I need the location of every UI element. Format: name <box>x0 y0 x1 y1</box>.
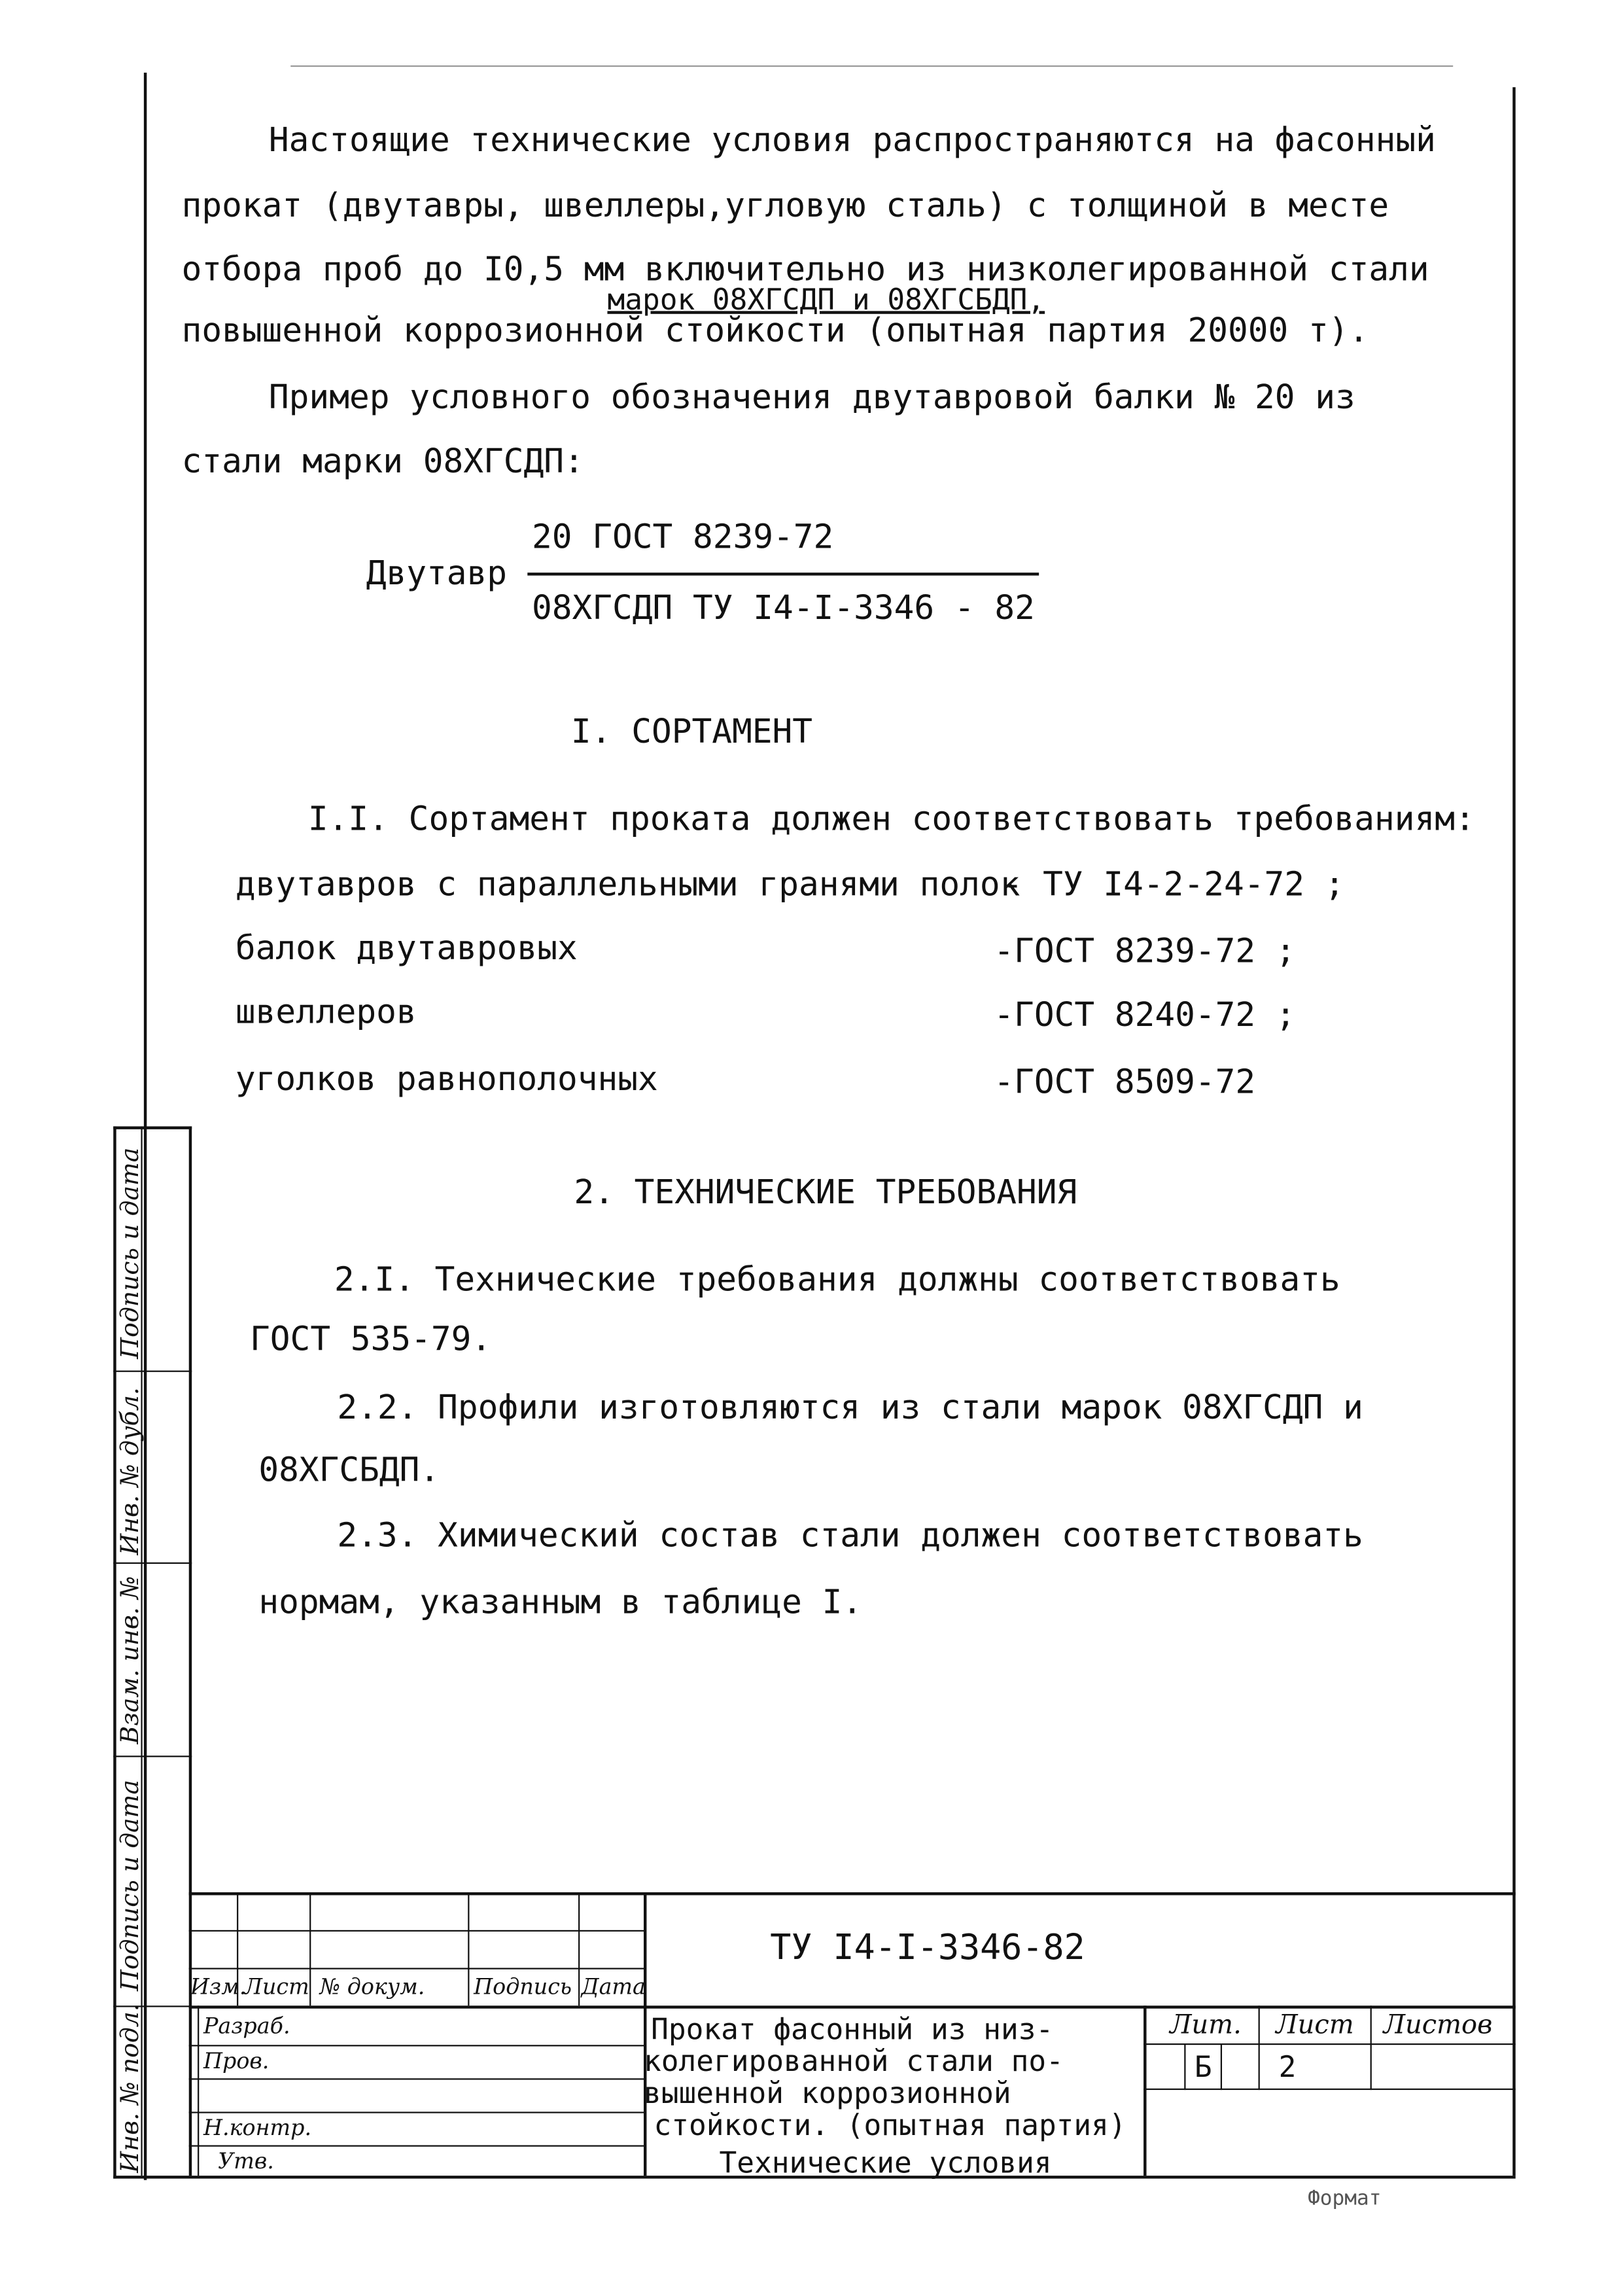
assortment-item-name: двутавров с параллельными гранями полок <box>235 866 1021 904</box>
right-grid-col <box>1184 2043 1185 2090</box>
lit-value: Б <box>1194 2049 1212 2085</box>
doc-number: ТУ I4-I-3346-82 <box>770 1927 1085 1968</box>
grid-col <box>468 1892 469 2005</box>
frame-top-dash <box>290 65 1453 67</box>
designation-label: Двутавр <box>366 555 508 593</box>
grid-row <box>189 2111 644 2113</box>
intro-line-2: прокат (двутавры, швеллеры,угловую сталь) с толщиной в месте <box>181 187 1389 226</box>
designation-denominator: 08ХГСДП ТУ I4-I-3346 - 82 <box>531 590 1035 628</box>
assortment-item-std: -ГОСТ 8240-72 ; <box>994 997 1296 1035</box>
section-1-title: I. СОРТАМЕНТ <box>570 713 813 752</box>
example-line-1: Пример условного обозначения двутавровой балки № 20 из <box>268 379 1355 417</box>
right-grid-row <box>1143 2043 1516 2045</box>
section-2-2-line-1: 2.2. Профили изготовляются из стали марок 08ХГСДП и <box>337 1389 1363 1428</box>
side-stamp-label: Инв. № дубл. <box>116 1387 146 1555</box>
grid-row <box>189 1930 644 1932</box>
side-stamp-top-line <box>113 1126 192 1129</box>
header-list: Лист <box>244 1973 309 2000</box>
grid-row <box>189 2078 644 2079</box>
role-label: Утв. <box>218 2147 274 2174</box>
header-data: Дата <box>581 1973 646 2000</box>
role-label: Н.контр. <box>203 2114 312 2141</box>
example-line-2: стали марки 08ХГСДП: <box>181 443 584 482</box>
section-2-1-line-1: 2.I. Технические требования должны соответствовать <box>334 1262 1340 1299</box>
assortment-item-std: -ГОСТ 8239-72 ; <box>994 933 1296 971</box>
header-izm: Изм. <box>190 1973 247 2000</box>
doc-title-line: Технические условия <box>719 2145 1052 2180</box>
designation-numerator: 20 ГОСТ 8239-72 <box>531 518 834 557</box>
sheets-label: Листов <box>1383 2009 1493 2041</box>
header-dokum: № докум. <box>319 1973 425 2000</box>
grid-row <box>189 1968 644 1969</box>
side-stamp-label: Подпись и дата <box>116 1147 146 1359</box>
side-stamp-label: Взам. инв. № <box>116 1576 146 1744</box>
side-stamp-divider <box>113 1756 192 1757</box>
grid-row <box>189 2145 644 2146</box>
side-stamp-label: Инв. № подл. <box>116 2004 146 2173</box>
doc-title-line: вышенной коррозионной <box>643 2075 1011 2111</box>
designation-fraction-bar <box>527 573 1039 575</box>
grid-col <box>644 1892 646 2176</box>
doc-title-line: Прокат фасонный из низ- <box>651 2011 1054 2047</box>
section-1-1-paragraph: I.I. Сортамент проката должен соответствовать требованиям: <box>307 800 1475 839</box>
header-podpis: Подпись <box>474 1973 572 2000</box>
intro-line-4: повышенной коррозионной стойкости (опытная партия 20000 т). <box>181 312 1369 351</box>
section-2-title: 2. ТЕХНИЧЕСКИЕ ТРЕБОВАНИЯ <box>574 1174 1077 1212</box>
right-grid-col <box>1143 2005 1146 2176</box>
role-label: Пров. <box>203 2047 270 2074</box>
format-fragment: Формат <box>1308 2187 1382 2211</box>
doc-title-line: стойкости. (опытная партия) <box>654 2107 1126 2143</box>
section-2-3-line-2: нормам, указанным в таблице I. <box>258 1584 863 1622</box>
side-stamp-label: Подпись и дата <box>116 1779 146 1992</box>
assortment-item-std: -ГОСТ 8509-72 <box>994 1063 1256 1102</box>
side-stamp-divider <box>113 1371 192 1372</box>
grid-col <box>309 1892 311 2005</box>
right-grid-col <box>1259 2005 1260 2090</box>
section-2-1-line-2: ГОСТ 535-79. <box>250 1321 492 1359</box>
assortment-item-name: балок двутавровых <box>235 930 578 968</box>
right-grid-col <box>1370 2005 1372 2090</box>
grid-row <box>189 2045 644 2046</box>
sheet-value: 2 <box>1278 2049 1297 2085</box>
assortment-item-name: уголков равнополочных <box>235 1061 658 1099</box>
right-grid-row <box>1143 2089 1516 2090</box>
doc-title-line: колегированной стали по- <box>643 2043 1064 2079</box>
assortment-item-std: - ТУ I4-2-24-72 ; <box>1002 866 1345 904</box>
side-stamp-divider <box>113 1563 192 1564</box>
title-block-top <box>189 1892 1516 1895</box>
intro-insert: марок 08ХГСДП и 08ХГСБДП, <box>607 281 1045 317</box>
sheet-label: Лист <box>1276 2009 1354 2041</box>
grid-col-lower <box>198 2005 199 2176</box>
grid-col <box>578 1892 580 2005</box>
assortment-item-name: швеллеров <box>235 994 417 1033</box>
section-2-2-line-2: 08ХГСБДП. <box>258 1451 440 1490</box>
frame-right-border <box>1512 87 1515 2176</box>
right-grid-col <box>1221 2043 1222 2090</box>
role-label: Разраб. <box>203 2013 290 2040</box>
intro-line-1: Настоящие технические условия распространяются на фасонный <box>268 122 1436 160</box>
intro-line-3: отбора проб до I0,5 мм включительно из низколегированной стали <box>181 251 1429 290</box>
title-block-mid <box>189 2005 1516 2008</box>
frame-inner-left-border <box>189 1126 192 2176</box>
section-2-3-line-1: 2.3. Химический состав стали должен соответствовать <box>337 1517 1363 1555</box>
lit-label: Лит. <box>1170 2009 1242 2041</box>
